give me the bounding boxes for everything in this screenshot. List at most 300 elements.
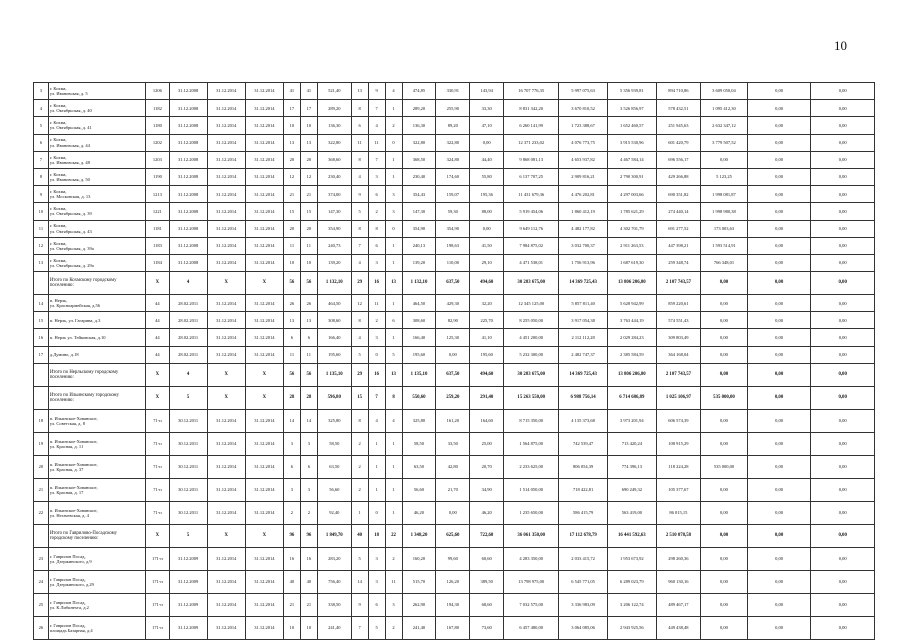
cell-total-cost: 15 263 550,00 <box>504 386 559 409</box>
cell-decision-number: 171-п <box>146 547 169 570</box>
cell-area-private: 59,30 <box>436 203 470 220</box>
cell-fund-cost: 2 112 112,28 <box>559 329 608 346</box>
cell-row-number: 7 <box>34 151 49 168</box>
cell-extra-local-cost: 0,00 <box>701 524 748 547</box>
cell-area-private: 161,20 <box>436 409 470 432</box>
cell-recognition-date: 31.12.2009 <box>169 616 207 639</box>
subtotal-row <box>34 524 875 547</box>
cell-area-private: 82,90 <box>436 312 470 329</box>
cell-total-cost: 5 919 454,06 <box>504 203 559 220</box>
table-row <box>34 117 875 134</box>
cell-planned-resettlement-date: 31.12.2014 <box>207 409 245 432</box>
cell-address: г. Кохма, ул. Ивановская, д. 50 <box>48 168 145 185</box>
cell-planned-demolition-date: 31.12.2014 <box>245 83 283 100</box>
cell-total-cost: 4 451 200,00 <box>504 329 559 346</box>
cell-regional-cost: 6 714 686,89 <box>607 386 656 409</box>
cell-planned-resettlement-date: 31.12.2014 <box>207 83 245 100</box>
cell-extra-local-cost: 0,00 <box>701 547 748 570</box>
cell-reserve-cost: 0,00 <box>811 363 875 386</box>
cell-total-cost: 6 260 141,99 <box>504 117 559 134</box>
cell-area-total: 1 849,70 <box>317 524 351 547</box>
cell-address: Итого по Ильинскому городскому поселению: <box>48 386 145 409</box>
cell-area-municipal: 225,70 <box>470 312 504 329</box>
cell-planned-resettlement-date: 31.12.2014 <box>207 203 245 220</box>
cell-area-municipal: 143,94 <box>470 83 504 100</box>
cell-row-number: 24 <box>34 570 49 593</box>
cell-other-cost: 0,00 <box>747 455 811 478</box>
cell-address: Итого по Нерльскому городскому поселению: <box>48 363 145 386</box>
cell-rooms-municipal: 0 <box>385 220 402 237</box>
cell-planned-resettlement-date: 31.12.2014 <box>207 329 245 346</box>
cell-area-private: 322,80 <box>436 134 470 151</box>
cell-extra-local-cost: 0,00 <box>701 478 748 501</box>
cell-local-cost: 309 803,49 <box>656 329 700 346</box>
cell-extra-local-cost: 0,00 <box>701 363 748 386</box>
cell-residents-total: 20 <box>283 220 300 237</box>
cell-area-resettled: 230,40 <box>402 168 436 185</box>
cell-total-cost: 7 984 875,02 <box>504 237 559 254</box>
cell-local-cost: 960 130,16 <box>656 570 700 593</box>
cell-residents-total: 12 <box>283 168 300 185</box>
cell-rooms-private: 11 <box>368 134 385 151</box>
cell-residents-resettled: 13 <box>300 134 317 151</box>
cell-extra-local-cost: 0,00 <box>701 616 748 639</box>
cell-address: п. Ильинское-Хованское, ул. Негачевская, д. 4 <box>48 501 145 524</box>
cell-row-number: 10 <box>34 203 49 220</box>
cell-area-private: 42,80 <box>436 455 470 478</box>
cell-area-resettled: 325,80 <box>402 409 436 432</box>
cell-recognition-date: 31.12.2009 <box>169 547 207 570</box>
cell-area-resettled: 368,50 <box>402 151 436 168</box>
cell-row-number: 4 <box>34 100 49 117</box>
cell-planned-demolition-date: X <box>245 363 283 386</box>
cell-residents-total: 16 <box>283 547 300 570</box>
cell-total-cost: 2 233 625,00 <box>504 455 559 478</box>
cell-area-private: 259,20 <box>436 386 470 409</box>
cell-decision-number: 71-п <box>146 409 169 432</box>
cell-reserve-cost: 0,00 <box>811 254 875 271</box>
cell-area-total: 56,60 <box>317 478 351 501</box>
cell-decision-number: 1182 <box>146 100 169 117</box>
cell-reserve-cost: 0,00 <box>811 478 875 501</box>
cell-area-resettled: 63,50 <box>402 455 436 478</box>
cell-area-private: 126,20 <box>436 570 470 593</box>
cell-row-number: 3 <box>34 83 49 100</box>
cell-address: Итого по Кохмскому городскому поселению: <box>48 272 145 295</box>
cell-area-municipal: 46,20 <box>470 501 504 524</box>
cell-area-private: 625,60 <box>436 524 470 547</box>
cell-residents-total: 14 <box>283 409 300 432</box>
cell-area-private: 174,60 <box>436 168 470 185</box>
cell-address: г. Гаврилов Посад, ул. К.Либкнехта, д.2 <box>48 593 145 616</box>
cell-address: г. Кохма, ул. Московская, д. 13 <box>48 186 145 203</box>
table-row <box>34 203 875 220</box>
cell-regional-cost: 774 396,13 <box>607 455 656 478</box>
table-row <box>34 547 875 570</box>
cell-row-number <box>34 272 49 295</box>
table-row <box>34 100 875 117</box>
cell-area-municipal: 60,60 <box>470 547 504 570</box>
cell-planned-resettlement-date: 31.12.2014 <box>207 593 245 616</box>
cell-rooms-municipal: 1 <box>385 501 402 524</box>
cell-reserve-cost: 0,00 <box>811 83 875 100</box>
cell-total-cost: 16 707 776,35 <box>504 83 559 100</box>
cell-fund-cost: 2 909 816,21 <box>559 168 608 185</box>
cell-residents-resettled: 13 <box>300 312 317 329</box>
cell-recognition-date: 31.12.2008 <box>169 254 207 271</box>
cell-area-municipal: 0,00 <box>470 134 504 151</box>
cell-local-cost: 2 510 078,58 <box>656 524 700 547</box>
cell-extra-local-cost: 0,00 <box>701 312 748 329</box>
cell-reserve-cost: 0,00 <box>811 117 875 134</box>
cell-fund-cost: 2 033 415,72 <box>559 547 608 570</box>
cell-rooms-municipal: 4 <box>385 83 402 100</box>
cell-extra-local-cost: 0,00 <box>701 295 748 312</box>
cell-decision-number: 1180 <box>146 117 169 134</box>
cell-extra-local-cost: 0,00 <box>701 329 748 346</box>
cell-area-total: 322,80 <box>317 134 351 151</box>
cell-rooms-total: 7 <box>351 616 368 639</box>
cell-rooms-municipal: 3 <box>385 593 402 616</box>
table-row <box>34 134 875 151</box>
cell-residents-resettled: 41 <box>300 83 317 100</box>
cell-area-total: 596,80 <box>317 386 351 409</box>
cell-planned-demolition-date: 31.12.2014 <box>245 168 283 185</box>
cell-rooms-total: 8 <box>351 100 368 117</box>
cell-fund-cost: 6 988 756,14 <box>559 386 608 409</box>
cell-area-municipal: 32,20 <box>470 295 504 312</box>
cell-reserve-cost: 0,00 <box>811 346 875 363</box>
cell-residents-total: 6 <box>283 329 300 346</box>
cell-area-resettled: 515,70 <box>402 570 436 593</box>
cell-area-municipal: 25,00 <box>470 432 504 455</box>
cell-area-resettled: 289,20 <box>402 100 436 117</box>
cell-area-resettled: 166,40 <box>402 329 436 346</box>
cell-extra-local-cost: 5 123,25 <box>701 168 748 185</box>
cell-area-private: 110,00 <box>436 254 470 271</box>
cell-area-resettled: 474,85 <box>402 83 436 100</box>
cell-extra-local-cost: 173 003,63 <box>701 220 748 237</box>
cell-residents-total: 21 <box>283 593 300 616</box>
cell-area-resettled: 147,30 <box>402 203 436 220</box>
cell-rooms-municipal: 22 <box>385 524 402 547</box>
cell-residents-total: 6 <box>283 455 300 478</box>
cell-residents-total: 10 <box>283 616 300 639</box>
table-row <box>34 151 875 168</box>
cell-total-cost: 6 137 707,25 <box>504 168 559 185</box>
cell-planned-demolition-date: X <box>245 524 283 547</box>
cell-regional-cost: 690 249,32 <box>607 478 656 501</box>
cell-planned-demolition-date: 31.12.2014 <box>245 203 283 220</box>
cell-planned-resettlement-date: 31.12.2014 <box>207 186 245 203</box>
cell-area-private: 324,80 <box>436 151 470 168</box>
cell-fund-cost: 1 860 412,19 <box>559 203 608 220</box>
cell-rooms-private: 0 <box>368 501 385 524</box>
cell-reserve-cost: 0,00 <box>811 312 875 329</box>
cell-planned-resettlement-date: 31.12.2014 <box>207 295 245 312</box>
cell-total-cost: 1 564 875,00 <box>504 432 559 455</box>
table-row <box>34 83 875 100</box>
cell-extra-local-cost: 1 593 514,91 <box>701 237 748 254</box>
cell-other-cost: 0,00 <box>747 100 811 117</box>
cell-area-private: 198,63 <box>436 237 470 254</box>
cell-other-cost: 0,00 <box>747 134 811 151</box>
cell-area-resettled: 308,60 <box>402 312 436 329</box>
cell-rooms-private: 3 <box>368 547 385 570</box>
cell-local-cost: 298 260,36 <box>656 547 700 570</box>
cell-extra-local-cost: 0,00 <box>701 570 748 593</box>
cell-residents-total: 11 <box>283 346 300 363</box>
cell-area-total: 368,60 <box>317 151 351 168</box>
cell-fund-cost: 742 539,47 <box>559 432 608 455</box>
cell-recognition-date: 31.12.2008 <box>169 237 207 254</box>
cell-rooms-total: 7 <box>351 237 368 254</box>
cell-area-private: 89,20 <box>436 117 470 134</box>
cell-recognition-date: 5 <box>169 386 207 409</box>
table-row <box>34 254 875 271</box>
cell-rooms-total: 8 <box>351 409 368 432</box>
cell-area-total: 166,40 <box>317 329 351 346</box>
cell-recognition-date: 30.12.2011 <box>169 478 207 501</box>
cell-fund-cost: 3 064 085,06 <box>559 616 608 639</box>
cell-rooms-total: 29 <box>351 272 368 295</box>
cell-recognition-date: 5 <box>169 524 207 547</box>
cell-recognition-date: 31.12.2008 <box>169 220 207 237</box>
cell-regional-cost: 1 652 460,57 <box>607 117 656 134</box>
cell-address: п. Нерль, ул. Красноармейская, д.56 <box>48 295 145 312</box>
cell-planned-demolition-date: 31.12.2014 <box>245 134 283 151</box>
cell-area-resettled: 56,60 <box>402 478 436 501</box>
cell-rooms-municipal: 1 <box>385 478 402 501</box>
cell-residents-total: 96 <box>283 524 300 547</box>
cell-other-cost: 0,00 <box>747 386 811 409</box>
cell-decision-number: X <box>146 524 169 547</box>
cell-rooms-private: 3 <box>368 329 385 346</box>
cell-area-resettled: 354,43 <box>402 186 436 203</box>
cell-planned-resettlement-date: 31.12.2014 <box>207 134 245 151</box>
cell-rooms-municipal: 4 <box>385 409 402 432</box>
cell-fund-cost: 3 670 810,52 <box>559 100 608 117</box>
cell-decision-number: 171-п <box>146 593 169 616</box>
cell-planned-demolition-date: 31.12.2014 <box>245 295 283 312</box>
cell-total-cost: 1 235 650,00 <box>504 501 559 524</box>
cell-planned-demolition-date: 31.12.2014 <box>245 455 283 478</box>
cell-local-cost: 2 107 743,57 <box>656 272 700 295</box>
cell-decision-number: 1181 <box>146 220 169 237</box>
cell-extra-local-cost: 1 998 980,38 <box>701 203 748 220</box>
cell-row-number: 23 <box>34 547 49 570</box>
cell-decision-number: 1206 <box>146 83 169 100</box>
cell-total-cost: 30 283 675,00 <box>504 363 559 386</box>
cell-area-resettled: 46,20 <box>402 501 436 524</box>
subtotal-row <box>34 272 875 295</box>
cell-total-cost: 5 232 300,00 <box>504 346 559 363</box>
cell-residents-resettled: 2 <box>300 501 317 524</box>
cell-other-cost: 0,00 <box>747 83 811 100</box>
cell-fund-cost: 4 476 202,81 <box>559 186 608 203</box>
cell-area-resettled: 136,30 <box>402 117 436 134</box>
cell-rooms-municipal: 1 <box>385 329 402 346</box>
cell-rooms-private: 6 <box>368 186 385 203</box>
cell-rooms-municipal: 13 <box>385 272 402 295</box>
cell-extra-local-cost: 1 998 081,87 <box>701 186 748 203</box>
cell-area-resettled: 1 132,10 <box>402 272 436 295</box>
cell-total-cost: 6 457 480,00 <box>504 616 559 639</box>
cell-rooms-private: 1 <box>368 478 385 501</box>
cell-residents-resettled: 26 <box>300 295 317 312</box>
cell-row-number <box>34 524 49 547</box>
cell-planned-demolition-date: 31.12.2014 <box>245 312 283 329</box>
cell-regional-cost: 2 911 263,53 <box>607 237 656 254</box>
cell-residents-resettled: 12 <box>300 168 317 185</box>
cell-other-cost: 0,00 <box>747 203 811 220</box>
cell-total-cost: 13 798 975,00 <box>504 570 559 593</box>
cell-other-cost: 0,00 <box>747 346 811 363</box>
cell-residents-resettled: 10 <box>300 254 317 271</box>
cell-total-cost: 30 283 675,00 <box>504 272 559 295</box>
cell-row-number: 14 <box>34 295 49 312</box>
cell-residents-resettled: 15 <box>300 203 317 220</box>
cell-planned-resettlement-date: 31.12.2014 <box>207 501 245 524</box>
table-row <box>34 616 875 639</box>
cell-rooms-private: 6 <box>368 237 385 254</box>
cell-planned-resettlement-date: 31.12.2014 <box>207 312 245 329</box>
cell-rooms-total: 4 <box>351 254 368 271</box>
cell-reserve-cost: 0,00 <box>811 386 875 409</box>
cell-local-cost: 364 168,04 <box>656 346 700 363</box>
cell-regional-cost: 1 785 621,29 <box>607 203 656 220</box>
cell-area-municipal: 195,36 <box>470 186 504 203</box>
cell-rooms-total: 6 <box>351 117 368 134</box>
cell-local-cost: 259 348,74 <box>656 254 700 271</box>
cell-decision-number: X <box>146 272 169 295</box>
cell-regional-cost: 5 628 942,99 <box>607 295 656 312</box>
cell-planned-demolition-date: 31.12.2014 <box>245 616 283 639</box>
cell-rooms-total: 5 <box>351 203 368 220</box>
cell-residents-total: 28 <box>283 386 300 409</box>
cell-local-cost: 606 574,39 <box>656 409 700 432</box>
cell-other-cost: 0,00 <box>747 272 811 295</box>
cell-rooms-total: 2 <box>351 432 368 455</box>
cell-address: г. Гаврилов Посад, площадь Базарная, д.4 <box>48 616 145 639</box>
cell-planned-demolition-date: 31.12.2014 <box>245 478 283 501</box>
cell-planned-resettlement-date: 31.12.2014 <box>207 570 245 593</box>
cell-row-number: 17 <box>34 346 49 363</box>
cell-recognition-date: 31.12.2008 <box>169 134 207 151</box>
cell-recognition-date: 31.12.2008 <box>169 186 207 203</box>
cell-rooms-municipal: 2 <box>385 117 402 134</box>
cell-planned-resettlement-date: 31.12.2014 <box>207 432 245 455</box>
cell-extra-local-cost: 3 609 050,04 <box>701 83 748 100</box>
cell-regional-cost: 16 441 592,63 <box>607 524 656 547</box>
cell-other-cost: 0,00 <box>747 329 811 346</box>
cell-residents-resettled: 17 <box>300 100 317 117</box>
cell-total-cost: 4 471 538,01 <box>504 254 559 271</box>
cell-address: п. Ильинское-Хованское, ул. Красная, д. 11 <box>48 432 145 455</box>
cell-fund-cost: 718 422,81 <box>559 478 608 501</box>
cell-rooms-municipal: 3 <box>385 186 402 203</box>
cell-residents-resettled: 56 <box>300 272 317 295</box>
cell-area-resettled: 354,90 <box>402 220 436 237</box>
cell-regional-cost: 3 763 444,19 <box>607 312 656 329</box>
cell-reserve-cost: 0,00 <box>811 409 875 432</box>
cell-other-cost: 0,00 <box>747 220 811 237</box>
table-row <box>34 329 875 346</box>
cell-fund-cost: 4 482 177,82 <box>559 220 608 237</box>
cell-row-number: 21 <box>34 478 49 501</box>
cell-address: п. Ильинское-Хованское, ул. Красная, д. 37 <box>48 455 145 478</box>
cell-rooms-total: 14 <box>351 570 368 593</box>
cell-rooms-total: 2 <box>351 455 368 478</box>
cell-area-resettled: 464,50 <box>402 295 436 312</box>
cell-area-private: 429,30 <box>436 295 470 312</box>
cell-residents-total: 13 <box>283 312 300 329</box>
cell-recognition-date: 28.02.2011 <box>169 346 207 363</box>
cell-area-municipal: 41,50 <box>470 237 504 254</box>
table-row <box>34 295 875 312</box>
cell-decision-number: 44 <box>146 295 169 312</box>
cell-total-cost: 4 283 350,00 <box>504 547 559 570</box>
cell-other-cost: 0,00 <box>747 117 811 134</box>
cell-local-cost: 447 398,21 <box>656 237 700 254</box>
cell-recognition-date: 31.12.2009 <box>169 593 207 616</box>
cell-area-private: 21,70 <box>436 478 470 501</box>
cell-area-total: 464,50 <box>317 295 351 312</box>
cell-planned-demolition-date: 31.12.2014 <box>245 237 283 254</box>
cell-fund-cost: 586 415,79 <box>559 501 608 524</box>
cell-recognition-date: 31.12.2008 <box>169 203 207 220</box>
cell-rooms-private: 11 <box>368 295 385 312</box>
cell-row-number: 22 <box>34 501 49 524</box>
cell-decision-number: 44 <box>146 329 169 346</box>
cell-rooms-municipal: 13 <box>385 363 402 386</box>
cell-rooms-municipal: 0 <box>385 134 402 151</box>
cell-rooms-total: 40 <box>351 524 368 547</box>
cell-fund-cost: 5 857 811,40 <box>559 295 608 312</box>
cell-reserve-cost: 0,00 <box>811 186 875 203</box>
cell-rooms-total: 9 <box>351 186 368 203</box>
cell-area-total: 241,40 <box>317 616 351 639</box>
cell-decision-number: 71-п <box>146 501 169 524</box>
cell-planned-resettlement-date: 31.12.2014 <box>207 455 245 478</box>
cell-regional-cost: 2 029 284,23 <box>607 329 656 346</box>
cell-area-private: 255,90 <box>436 100 470 117</box>
cell-planned-demolition-date: 31.12.2014 <box>245 254 283 271</box>
cell-other-cost: 0,00 <box>747 254 811 271</box>
cell-local-cost: 108 915,29 <box>656 432 700 455</box>
cell-residents-total: 13 <box>283 134 300 151</box>
cell-rooms-municipal: 1 <box>385 151 402 168</box>
cell-regional-cost: 563 419,00 <box>607 501 656 524</box>
cell-area-total: 354,90 <box>317 220 351 237</box>
cell-address: Итого по Гаврилово-Посадскому городскому поселению: <box>48 524 145 547</box>
cell-address: г. Кохма, ул. Ивановская, д. 48 <box>48 151 145 168</box>
cell-other-cost: 0,00 <box>747 478 811 501</box>
cell-rooms-municipal: 1 <box>385 254 402 271</box>
cell-total-cost: 12 345 125,00 <box>504 295 559 312</box>
cell-local-cost: 489 467,17 <box>656 593 700 616</box>
cell-planned-resettlement-date: X <box>207 524 245 547</box>
cell-area-municipal: 164,60 <box>470 409 504 432</box>
table-row <box>34 346 875 363</box>
cell-fund-cost: 14 369 725,43 <box>559 363 608 386</box>
cell-decision-number: 44 <box>146 312 169 329</box>
cell-recognition-date: 28.02.2011 <box>169 329 207 346</box>
cell-rooms-total: 29 <box>351 363 368 386</box>
cell-extra-local-cost: 0,00 <box>701 151 748 168</box>
cell-rooms-private: 16 <box>368 363 385 386</box>
cell-area-municipal: 47,10 <box>470 117 504 134</box>
